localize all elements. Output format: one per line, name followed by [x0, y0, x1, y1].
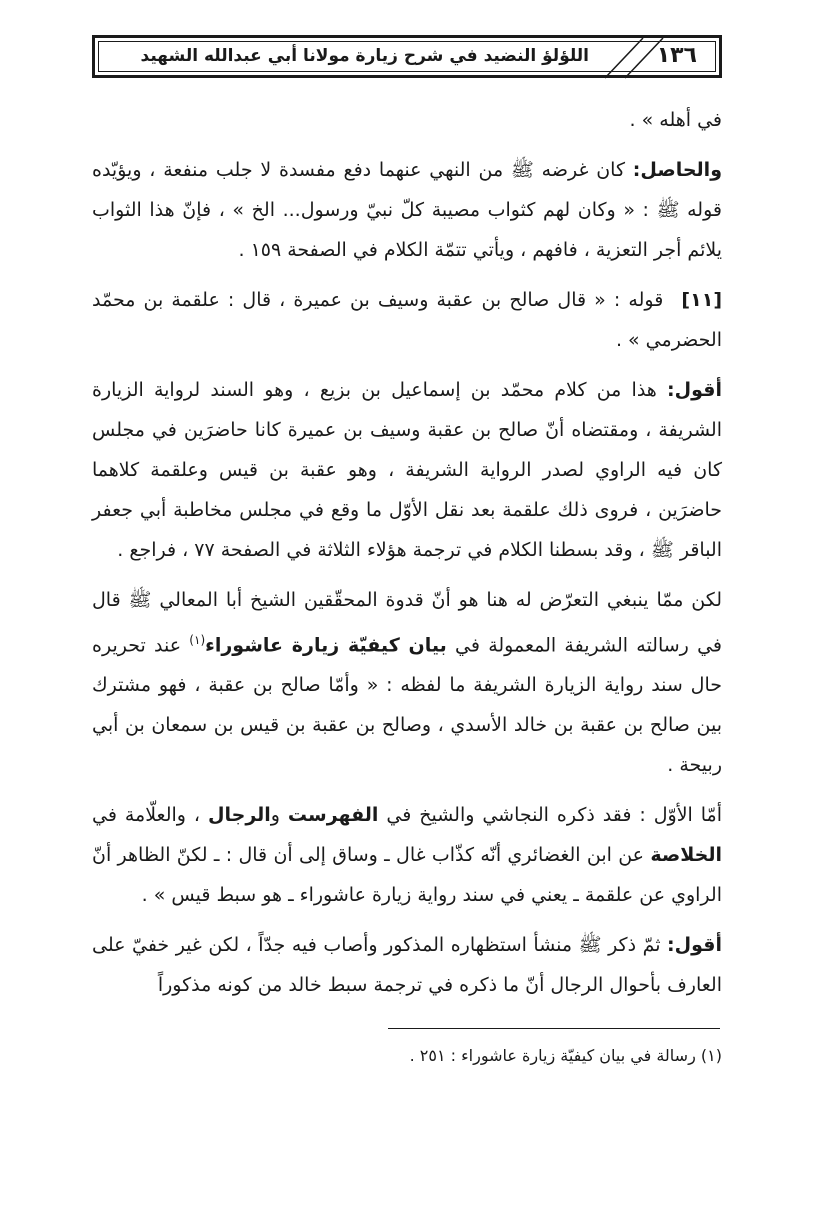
paragraph-text: أمّا الأوّل : فقد ذكره النجاشي والشيخ في	[386, 804, 723, 827]
book-title: الفهرست	[287, 804, 379, 827]
footnote-number: (١)	[700, 1046, 722, 1065]
paragraph	[92, 370, 722, 570]
paragraph-text: قوله : « قال صالح بن عقبة وسيف بن عميرة ، قال : علقمة بن محمّد الحضرمي » .	[92, 289, 722, 351]
paragraph-text: و	[270, 804, 280, 827]
paragraph-lead: أقول:	[667, 379, 722, 401]
paragraph	[92, 925, 722, 1005]
paragraph	[92, 100, 722, 140]
paragraph-text: عن ابن الغضائري أنّه كذّاب غال ـ وساق إلى أن قال : ـ لكنّ الظاهر أنّ الراوي عن علقمة ـ يعني في سند رواية زيارة عاشوراء ـ هو سبط قيس » .	[92, 844, 722, 907]
page-header	[92, 35, 722, 78]
main-text	[92, 100, 722, 1015]
paragraph	[92, 580, 722, 785]
footnote-divider	[388, 1028, 720, 1029]
book-title: بيان كيفيّة زيارة عاشوراء	[205, 634, 447, 657]
footnote	[92, 1046, 722, 1065]
paragraph-text: ثمّ ذكر ﷺ منشأ استظهاره المذكور وأصاب فيه جدّاً ، لكن غير خفيّ على العارف بأحوال الرجال أنّ ما ذكره في ترجمة سبط خالد من كونه مذكوراً	[92, 934, 722, 997]
paragraph-lead: والحاصل:	[632, 159, 722, 181]
paragraph-text: هذا من كلام محمّد بن إسماعيل بن بزيع ، وهو السند لرواية الزيارة الشريفة ، ومقتضاه أنّ صالح بن عقبة وسيف بن عميرة كانا حاضرَين في مجلس كان فيه الراوي لصدر الرواية الشريفة ، وهو عقبة بن قيس وعلقمة كلاهما حاضرَين ، فروى ذلك علقمة بعد نقل الأوّل ما وقع في مجلس مخاطبة أبي جعفر الباقر ﷺ ، وقد بسطنا الكلام في ترجمة هؤلاء الثلاثة في الصفحة ٧٧ ، فراجع .	[92, 379, 722, 561]
paragraph	[92, 150, 722, 270]
paragraph-text: عند تحريره حال سند رواية الزيارة الشريفة ما لفظه : « وأمّا صالح بن عقبة ، فهو مشترك بين صالح بن عقبة بن خالد الأسدي ، وصالح بن عقبة بن قيس بن سمعان بن أبي ربيحة .	[92, 634, 722, 777]
paragraph	[92, 280, 722, 360]
commentary-number: [١١]	[681, 289, 722, 311]
paragraph-text: في أهله » .	[629, 109, 722, 131]
paragraph-text: لكن ممّا ينبغي التعرّض له هنا هو أنّ قدوة المحقّقين الشيخ أبا المعالي ﷺ قال في رسالته الشريفة المعمولة في	[92, 589, 722, 657]
book-title: الرجال	[208, 804, 271, 827]
paragraph	[92, 795, 722, 915]
book-title: الخلاصة	[650, 844, 722, 867]
paragraph-text: كان غرضه ﷺ من النهي عنهما دفع مفسدة لا جلب منفعة ، ويؤيّده قوله ﷺ : « وكان لهم كثواب مصيبة كلّ نبيّ ورسول... الخ » ، فإنّ هذا الثواب يلائم أجر التعزية ، فافهم ، ويأتي تتمّة الكلام في الصفحة ١٥٩ .	[92, 159, 722, 261]
page-number: ١٣٦	[656, 43, 697, 68]
footnote-marker: (١)	[189, 633, 206, 647]
paragraph-lead: أقول:	[667, 934, 722, 957]
paragraph-text: ، والعلّامة في	[92, 804, 201, 827]
footnote-text: رسالة في بيان كيفيّة زيارة عاشوراء : ٢٥١ .	[409, 1046, 696, 1065]
running-title: اللؤلؤ النضيد في شرح زيارة مولانا أبي عبدالله الشهيد	[140, 46, 589, 66]
